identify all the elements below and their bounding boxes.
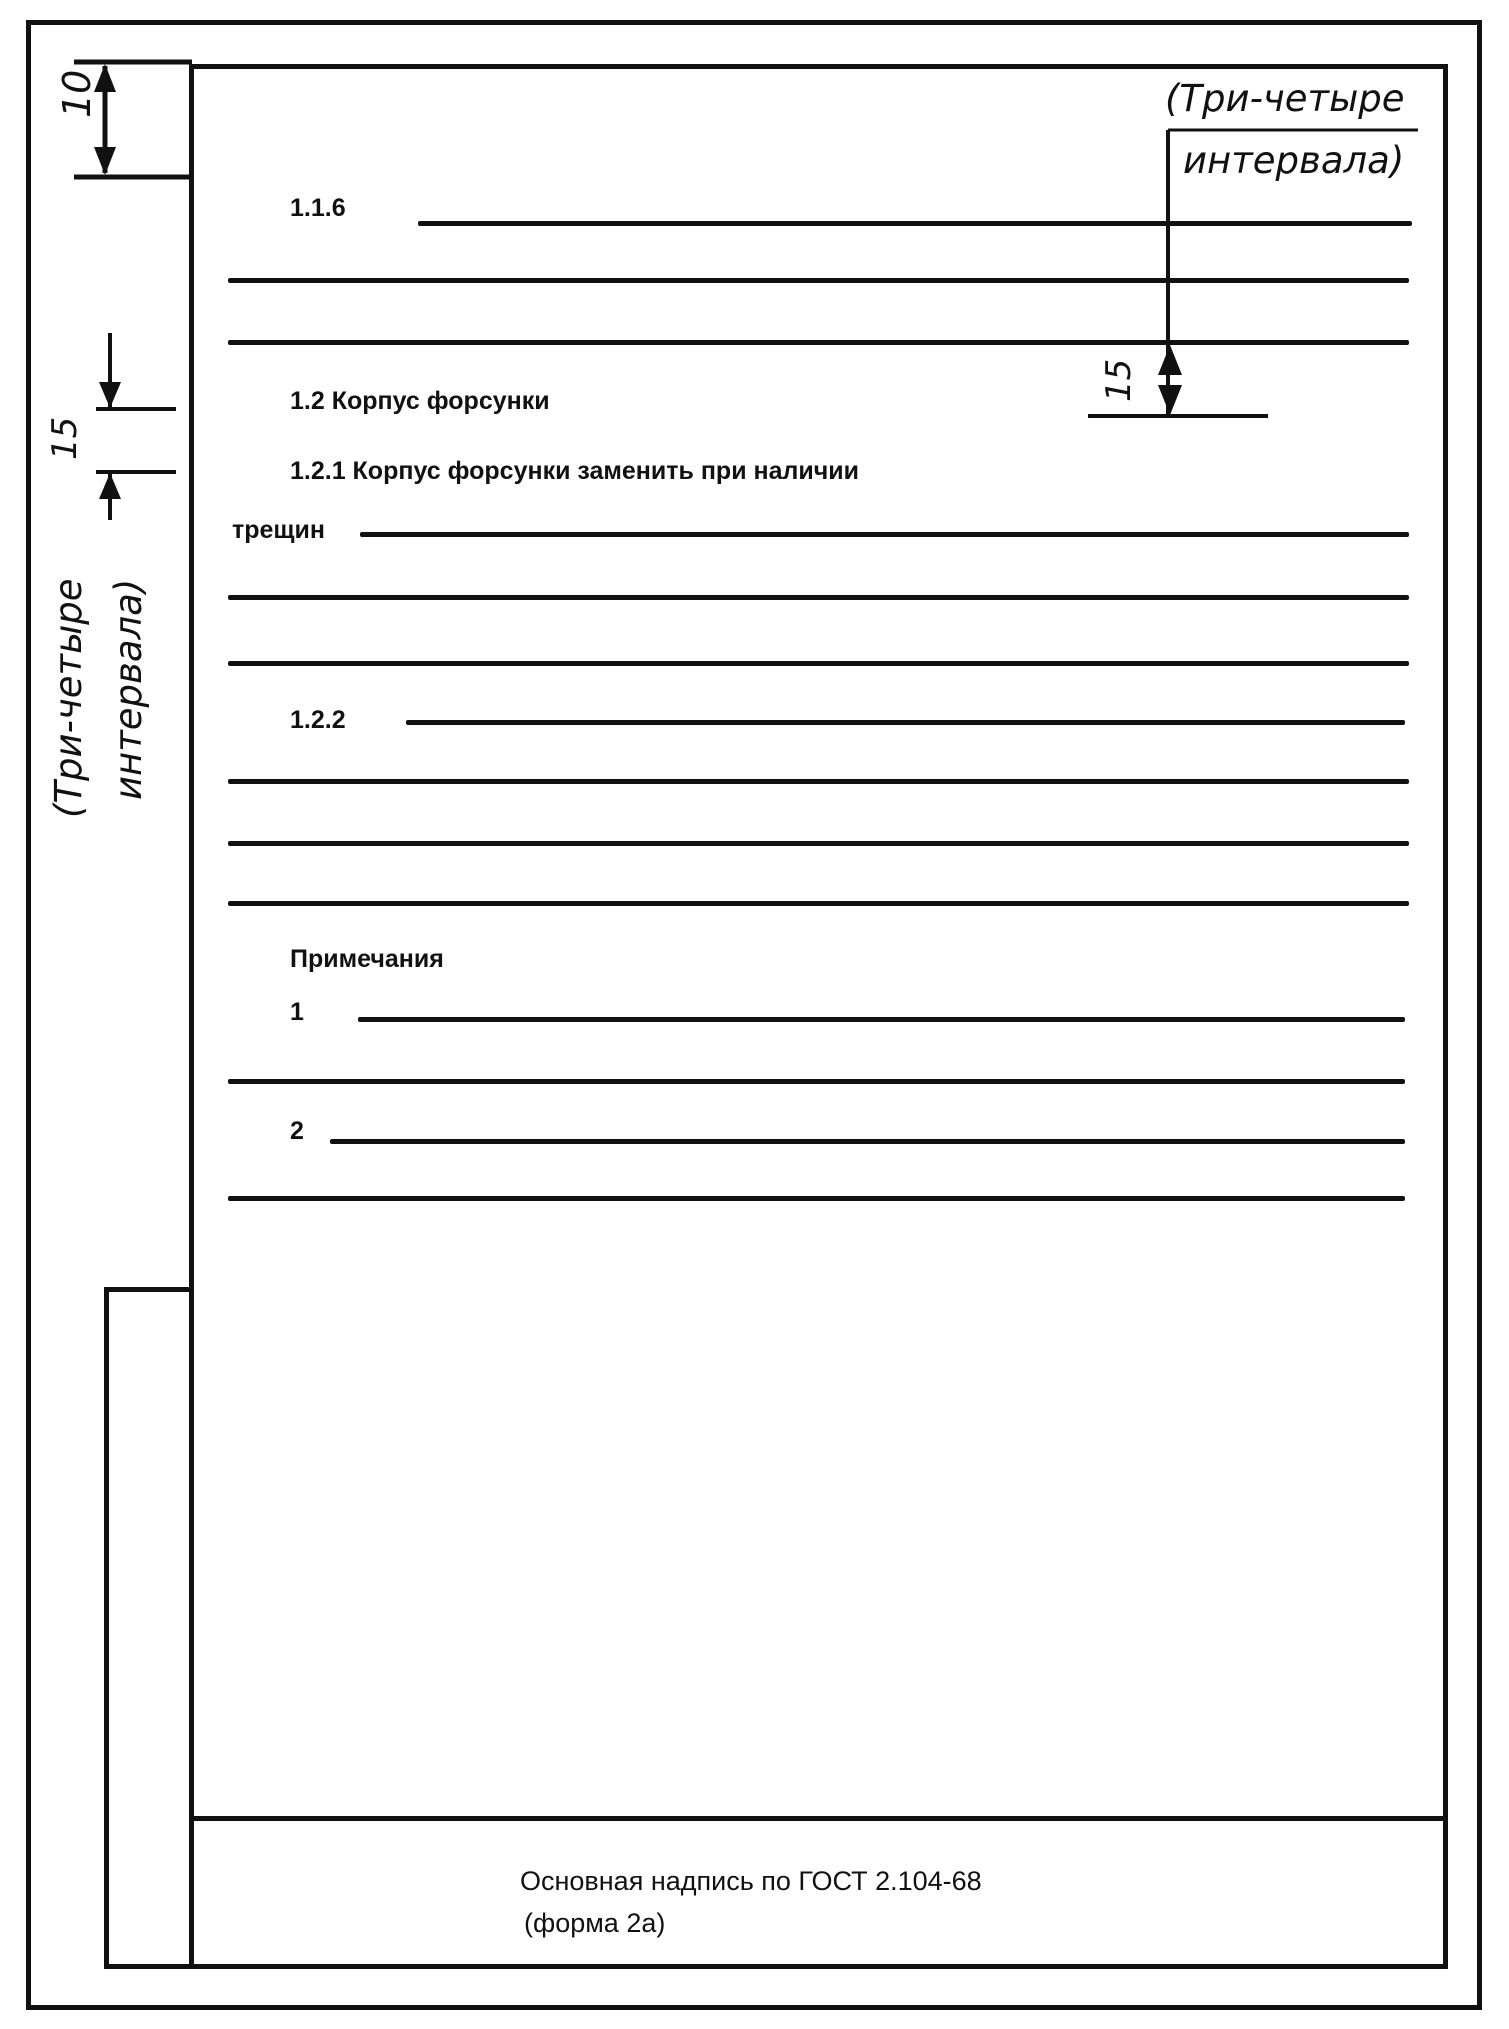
right-interval-dimension-label: 15	[1099, 358, 1139, 402]
rule-line	[228, 901, 1409, 906]
top-margin-dimension-label: 10	[55, 69, 99, 118]
item-1-2-1-continuation: трещин	[232, 516, 325, 544]
note-2-label: 2	[290, 1117, 304, 1145]
rule-line	[228, 595, 1409, 600]
interval-note-left-line1: (Три-четыре	[47, 578, 90, 818]
left-interval-dimension-label: 15	[45, 416, 85, 460]
rule-line	[418, 221, 1412, 226]
rule-line	[228, 278, 1409, 283]
rule-line	[228, 661, 1409, 666]
rule-line	[360, 532, 1409, 537]
notes-heading: Примечания	[290, 945, 444, 973]
interval-note-top-line1: (Три-четыре	[1165, 77, 1405, 120]
item-1-2-1-text: 1.2.1 Корпус форсунки заменить при наличии	[290, 457, 860, 485]
title-block-line2: (форма 2а)	[524, 1908, 666, 1938]
rule-line	[228, 1079, 1405, 1084]
item-1-2-2-label: 1.2.2	[290, 706, 346, 734]
rule-line	[330, 1139, 1405, 1144]
rule-line	[228, 1196, 1405, 1201]
note-1-label: 1	[290, 998, 304, 1026]
rule-line	[228, 340, 1409, 345]
rule-line	[406, 720, 1405, 725]
rule-line	[358, 1017, 1405, 1022]
item-1-1-6-label: 1.1.6	[290, 194, 346, 222]
interval-note-top-line2: интервала)	[1183, 139, 1405, 182]
interval-note-left-line2: интервала)	[107, 578, 150, 800]
item-1-2-heading: 1.2 Корпус форсунки	[290, 387, 550, 415]
title-block-line1: Основная надпись по ГОСТ 2.104-68	[520, 1866, 982, 1896]
rule-line	[228, 841, 1409, 846]
rule-line	[228, 779, 1409, 784]
